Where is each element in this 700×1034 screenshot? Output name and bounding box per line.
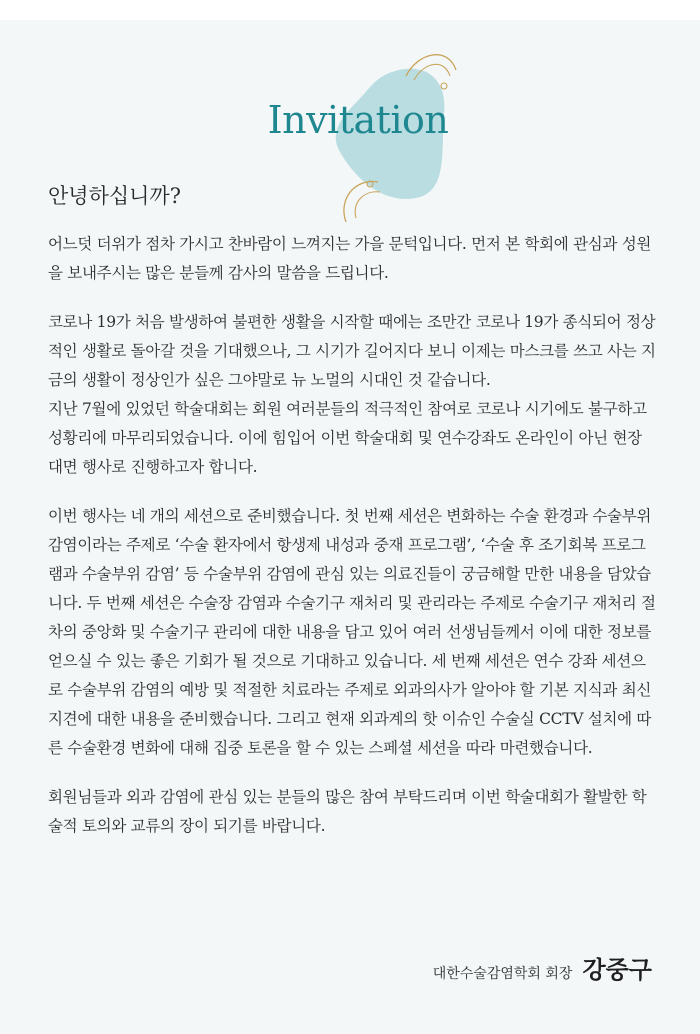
gold-dot-top	[441, 83, 447, 89]
paragraph-sessions: 이번 행사는 네 개의 세션으로 준비했습니다. 첫 번째 세션은 변화하는 수술 환경과 수술부위 감염이라는 주제로 ‘수술 환자에서 항생제 내성과 중재 프로그램’, ‘수술 후 조기회복 프로그램과 수술부위 감염’ 등 수술부위 감염에 관심 있는 의료진들이 궁금해할 만한 내용을 담았습니다. 두 번째 세션은 수술장 감염과 수술기구 재처리 및 관리라는 주제로 수술기구 재처리 절차의 중앙화 및 수술기구 관리에 대한 내용을 담고 있어 여러 선생님들께서 이에 대한 정보를 얻으실 수 있는 좋은 기회가 될 것으로 기대하고 있습니다. 세 번째 세션은 연수 강좌 세션으로 수술부위 감염의 예방 및 적절한 치료라는 주제로 외과의사가 알아야 할 기본 지식과 최신 지견에 대한 내용을 준비했습니다. 그리고 현재 외과계의 핫 이슈인 수술실 CCTV 설치에 따른 수술환경 변화에 대해 집중 토론을 할 수 있는 스페셜 세션을 따라 마련했습니다.	[48, 507, 656, 757]
signature-name: 강중구	[582, 955, 652, 984]
paragraph-closing: 회원님들과 외과 감염에 관심 있는 분들의 많은 참여 부탁드리며 이번 학술대회가 활발한 학술적 토의와 교류의 장이 되기를 바랍니다.	[48, 788, 647, 835]
page-title: Invitation	[267, 98, 449, 142]
paragraph-intro: 어느덧 더위가 점차 가시고 찬바람이 느껴지는 가을 문턱입니다. 먼저 본 학회에 관심과 성원을 보내주시는 많은 분들께 감사의 말씀을 드립니다.	[48, 235, 652, 282]
invitation-card	[0, 20, 700, 1034]
greeting-heading: 안녕하십니까?	[48, 184, 181, 208]
paragraph-covid: 코로나 19가 처음 발생하여 불편한 생활을 시작할 때에는 조만간 코로나 19가 종식되어 정상적인 생활로 돌아갈 것을 기대했으나, 그 시기가 길어지다 보니 이제는 마스크를 쓰고 사는 지금의 생활이 정상인가 싶은 그야말로 뉴 노멀의 시대인 것 같습니다.	[48, 313, 656, 389]
signature-organization: 대한수술감염학회 회장	[432, 966, 573, 982]
letter-body	[48, 230, 660, 861]
gold-arc-bottom-inner	[355, 192, 380, 218]
signature-block	[433, 950, 652, 985]
paragraph-previous-conference: 지난 7월에 있었던 학술대회는 회원 여러분들의 적극적인 참여로 코로나 시기에도 불구하고 성황리에 마무리되었습니다. 이에 힘입어 이번 학술대회 및 연수강좌도 온라인이 아닌 현장 대면 행사로 진행하고자 합니다.	[48, 400, 647, 476]
